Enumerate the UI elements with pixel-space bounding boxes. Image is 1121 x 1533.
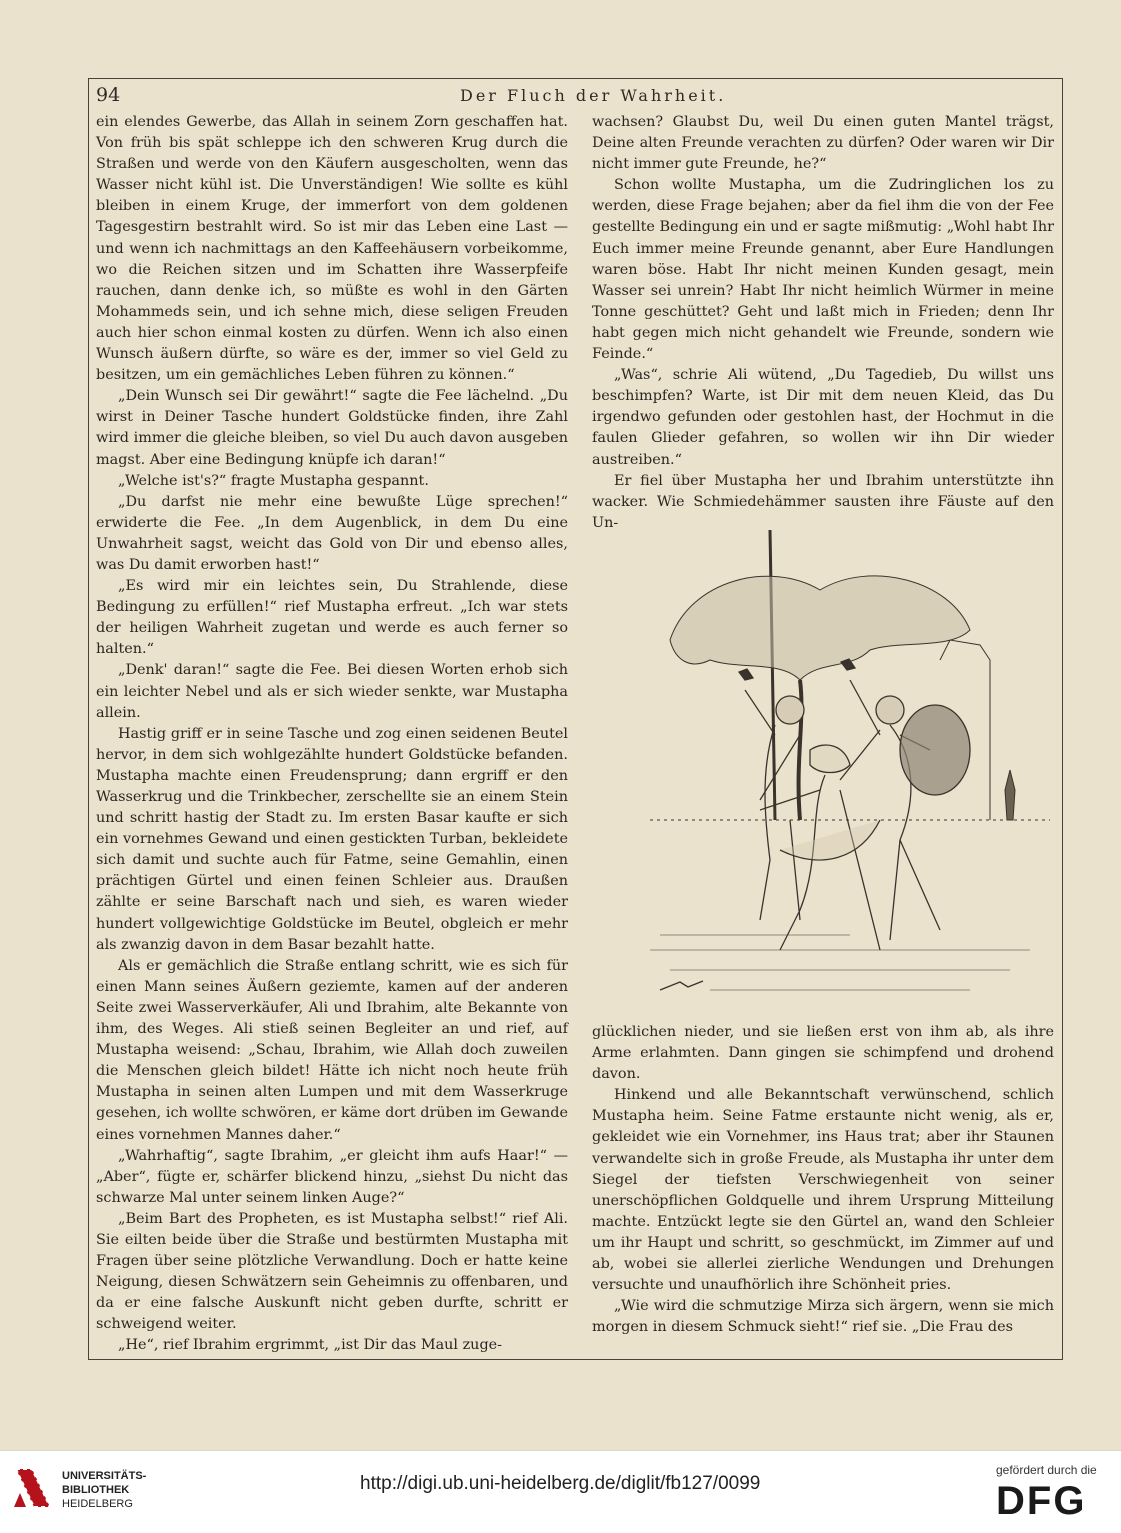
paragraph: Schon wollte Mustapha, um die Zudringlichen los zu werden, diese Frage bejahen; aber da fiel ihm die von der Fee gestellte Bedingung ein und er sagte mißmutig: „Wohl habt Ihr Euch immer meine Freunde genannt, aber Eure Handlungen waren böse. Habt Ihr nicht meinen Kunden gesagt, mein Wasser sei unrein? Habt Ihr nicht heimlich Würmer in meine Tonne geschüttet? Geht und laßt mich in Frieden; denn Ihr habt gegen mich nicht gehandelt wie Freunde, sondern wie Feinde.“ [592,177,1054,363]
figure-ibrahim [739,669,804,920]
paragraph: „Beim Bart des Propheten, es ist Mustapha selbst!“ rief Ali. Sie eilten beide über die Straße und bestürmten Mustapha mit Fragen über seine plötzliche Verwandlung. Doch er hatte keine Neigung, diesen Schwätzern sein Geheimnis zu offenbaren, und da er eine falsche Auskunft nicht geben durfte, schritt er schweigend weiter. [96,1210,568,1333]
left-column [96,112,568,1354]
paragraph: „Du darfst nie mehr eine bewußte Lüge sprechen!“ erwiderte die Fee. „In dem Augenblick, in dem Du eine Unwahrheit sagst, weicht das Gold von Dir und ebenso alles, was Du damit erworben hast!“ [96,493,568,573]
water-jug [900,705,970,795]
paragraph: „Dein Wunsch sei Dir gewährt!“ sagte die Fee lächelnd. „Du wirst in Deiner Tasche hundert Goldstücke finden, ihre Zahl wird immer die gleiche bleiben, so viel Du auch davon ausgeben magst. Aber eine Bedingung knüpfe ich daran!“ [96,388,568,468]
paragraph: glücklichen nieder, und sie ließen erst von ihm ab, als ihre Arme erlahmten. Dann gingen sie schimpfend und drohend davon. [592,1024,1054,1083]
figure-mustapha [760,730,880,950]
paragraph: „Was“, schrie Ali wütend, „Du Tagedieb, Du willst uns beschimpfen? Warte, ist Dir mit dem neuen Kleid, das Du irgendwo gefunden oder gestohlen hast, der Hochmut in die faulen Glieder gefahren, so wollen wir ihn Dir wieder austreiben.“ [592,367,1054,468]
right-column-bottom [592,1022,1054,1340]
figure-ali [841,659,970,940]
digitization-footer [0,1450,1121,1533]
paragraph: „Wahrhaftig“, sagte Ibrahim, „er gleicht ihm aufs Haar!“ — „Aber“, fügte er, schärfer blickend hinzu, „siehst Du nicht das schwarze Mal unter seinem linken Auge?“ [96,1147,568,1206]
tree-canopy [670,576,970,680]
paragraph: „He“, rief Ibrahim ergrimmt, „ist Dir das Maul zuge- [118,1337,503,1354]
paragraph: Als er gemächlich die Straße entlang schritt, wie es sich für einen Mann seines Äußern geziemte, kamen auf der anderen Seite zwei Wasserverkäufer, Ali und Ibrahim, alte Bekannte von ihm, des Weges. Ali stieß seinen Begleiter an und rief, auf Mustapha weisend: „Schau, Ibrahim, wie Allah doch zuweilen die Menschen gleich bildet! Hätte ich nicht noch heute früh Mustapha in seinen alten Lumpen und mit dem Wasserkruge gesehen, ich wollte schwören, er käme dort drüben im Gewande eines vornehmen Mannes daher.“ [96,957,568,1143]
right-column-top [592,112,1054,531]
paragraph: „Es wird mir ein leichtes sein, Du Strahlende, diese Bedingung zu erfüllen!“ rief Mustapha erfreut. „Ich war stets der heiligen Wahrheit zugetan und werde es auch ferner so halten.“ [96,578,568,658]
paragraph: Hinkend und alle Bekanntschaft verwünschend, schlich Mustapha heim. Seine Fatme erstaunte nicht wenig, als er, gekleidet wie ein Vornehmer, ins Haus trat; aber ihr Staunen verwandelte sich in große Freude, als Mustapha ihr unter dem Siegel der tiefsten Verschwiegenheit von seiner unerschöpflichen Goldquelle und ihrem Ursprung Mitteilung machte. Entzückt legte sie den Gürtel an, wand den Schleier um ihr Haupt und schritt, so geschmückt, im Zimmer auf und ab, wobei sie allerlei zierliche Wendungen und Drehungen versuchte und unaufhörlich ihre Schönheit pries. [592,1087,1054,1294]
dfg-logo: DFG [996,1479,1087,1523]
running-title: Der Fluch der Wahrheit. [460,86,727,105]
paragraph: „Wie wird die schmutzige Mirza sich ärgern, wenn sie mich morgen in diesem Schmuck sieht!“ rief sie. „Die Frau des [592,1298,1054,1336]
paragraph: wachsen? Glaubst Du, weil Du einen guten Mantel trägst, Deine alten Freunde verachten zu dürfen? Oder waren wir Dir nicht immer gute Freunde, he?“ [592,114,1054,173]
permalink[interactable]: http://digi.ub.uni-heidelberg.de/diglit/fb127/0099 [360,1473,761,1494]
institution-name: UNIVERSITÄTS- BIBLIOTHEK HEIDELBERG [62,1470,147,1510]
paragraph: Er fiel über Mustapha her und Ibrahim unterstützte ihn wacker. Wie Schmiedehämmer sausten ihre Fäuste auf den Un- [592,472,1054,531]
university-library-logo-icon [12,1463,54,1513]
funded-by-label: gefördert durch die [996,1463,1097,1477]
paragraph: „Denk' daran!“ sagte die Fee. Bei diesen Worten erhob sich ein leichter Nebel und als er sich wieder senkte, war Mustapha allein. [96,662,568,721]
street-fight-illustration [650,520,1050,1010]
paragraph: Hastig griff er in seine Tasche und zog einen seidenen Beutel hervor, in dem sich wohlgezählte hundert Goldstücke befanden. Mustapha machte einen Freudensprung; dann ergriff er den Wasserkrug und die Trinkbecher, zerschellte sie an einem Stein und schritt hastig der Stadt zu. Im ersten Basar kaufte er sich ein vornehmes Gewand und einen gestickten Turban, bekleidete sich damit und suchte auch für Fatme, seine Gemahlin, einen prächtigen Gürtel und einen feinen Schleier aus. Draußen zählte er seine Barschaft nach und sieh, es waren wieder hundert vollgewichtige Goldstücke im Beutel, obgleich er mehr als zwanzig davon in dem Basar bezahlt hatte. [96,725,568,953]
page-number: 94 [96,84,121,106]
paragraph: ein elendes Gewerbe, das Allah in seinem Zorn geschaffen hat. Von früh bis spät schleppe ich den schweren Krug durch die Straßen und werde von den Käufern ausgescholten, wenn das Wasser nicht kühl ist. Die Unverständigen! Wie sollte es kühl bleiben in einem Kruge, der immerfort von dem goldenen Tagesgestirn bestrahlt wird. So ist mir das Leben eine Last — und wenn ich nachmittags an den Kaffeehäusern vorbeikomme, wo die Reichen sitzen und im Schatten ihre Wasserpfeife rauchen, dann denke ich, so müßte es wohl in den Gärten Mohammeds sein, und ich sehne mich, diese seligen Freuden auch hier schon einmal kosten zu dürfen. Wenn ich also einen Wunsch äußern dürfte, so wäre es der, immer so viel Geld zu besitzen, um ein gemächliches Leben führen zu können.“ [96,114,568,384]
paragraph: „Welche ist's?“ fragte Mustapha gespannt. [118,472,429,489]
